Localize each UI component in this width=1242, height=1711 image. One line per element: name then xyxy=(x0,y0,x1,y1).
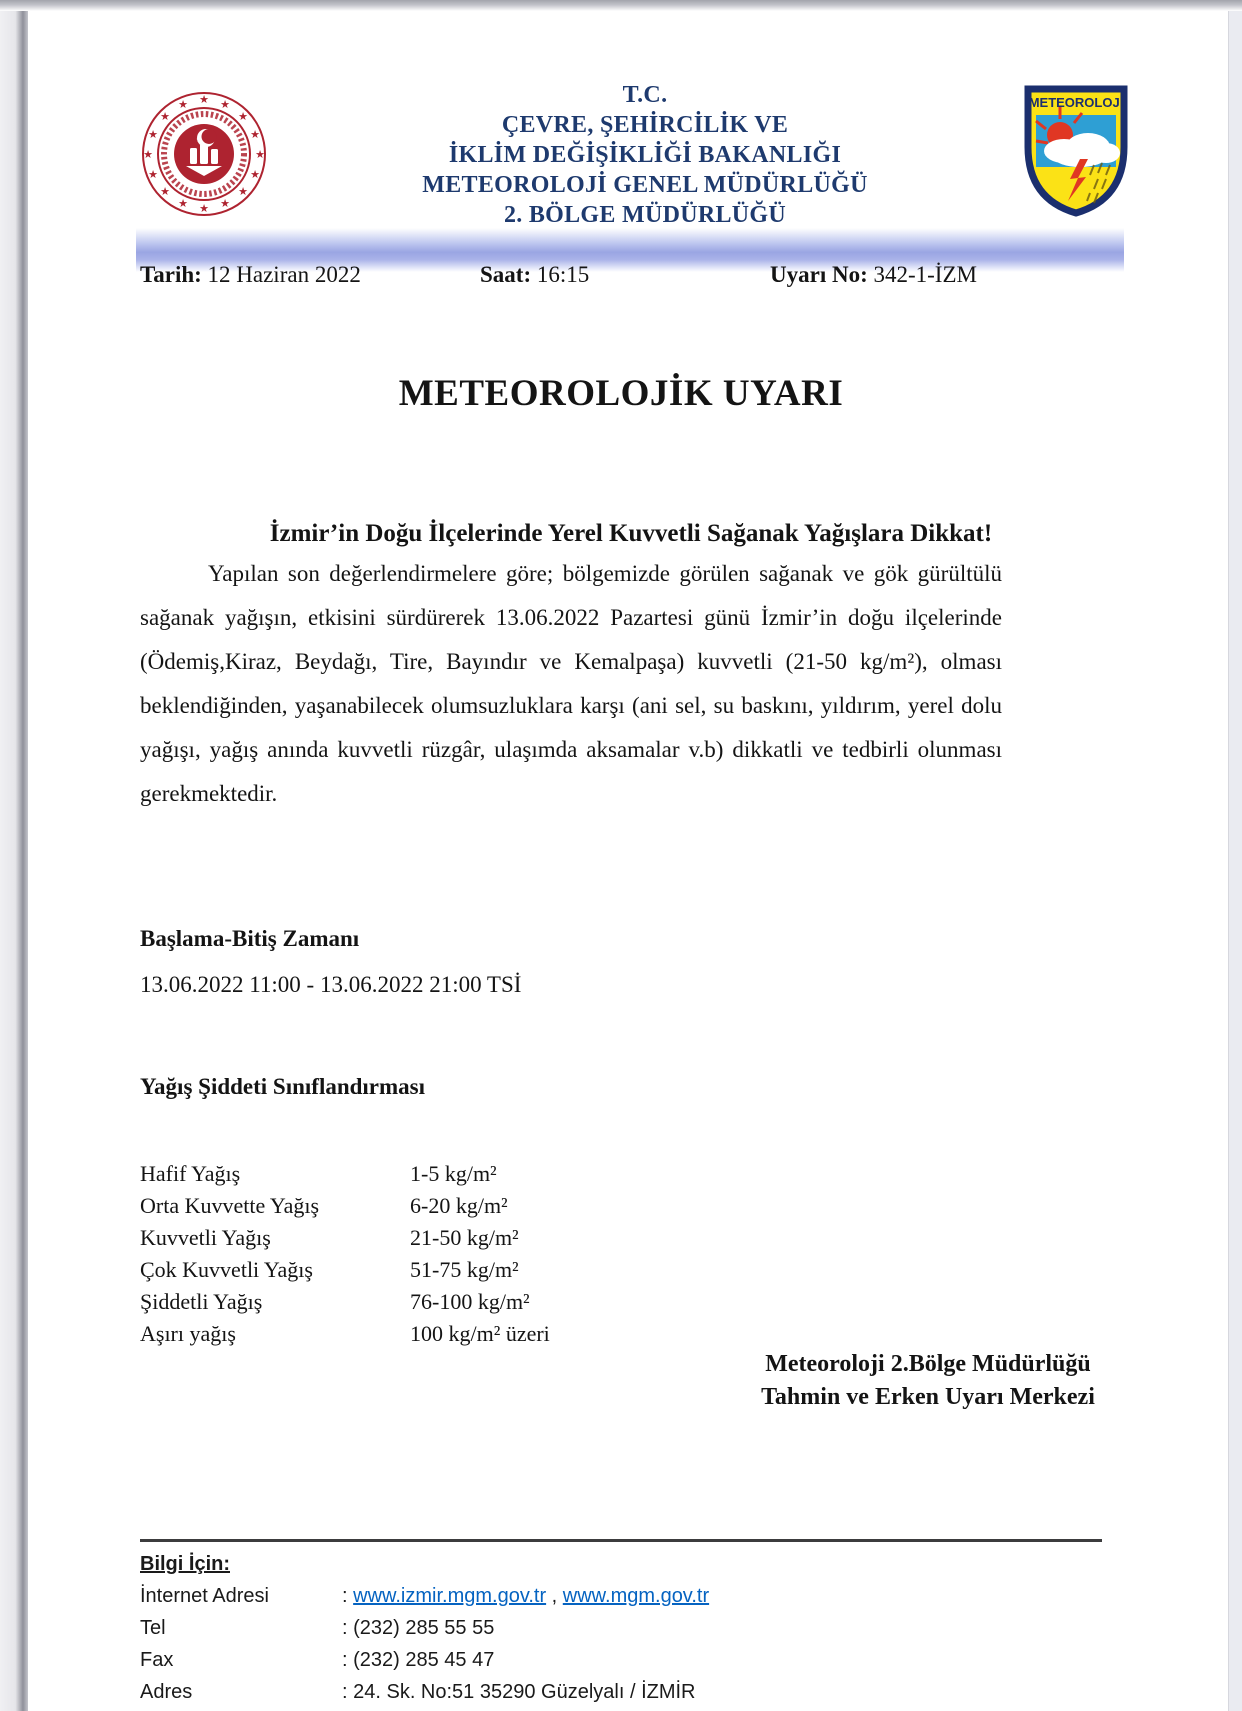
classification-row xyxy=(140,1222,1000,1254)
fax-value: : (232) 285 45 47 xyxy=(342,1649,495,1671)
footer-heading: Bilgi İçin: xyxy=(140,1553,230,1575)
footer-row-fax xyxy=(140,1644,1120,1676)
letterhead xyxy=(140,80,1130,228)
warning-headline: İzmir’in Doğu İlçelerinde Yerel Kuvvetli Sağanak Yağışlara Dikkat! xyxy=(269,520,993,547)
classification-label: Çok Kuvvetli Yağış xyxy=(140,1257,313,1282)
scan-edge-right xyxy=(1228,0,1242,1711)
classification-table xyxy=(140,1158,1000,1350)
svg-text:★: ★ xyxy=(238,110,248,123)
meteoroloji-shield-icon xyxy=(1022,85,1130,217)
signature-block xyxy=(748,1348,1108,1414)
classification-value: 51-75 kg/m² xyxy=(410,1257,519,1282)
tel-label: Tel xyxy=(140,1617,166,1639)
footer-row-tel xyxy=(140,1612,1120,1644)
classification-label: Hafif Yağış xyxy=(140,1161,241,1186)
link-izmir-mgm[interactable]: www.izmir.mgm.gov.tr xyxy=(353,1585,547,1607)
svg-text:★: ★ xyxy=(199,202,209,215)
date-value: 12 Haziran 2022 xyxy=(207,262,361,287)
letterhead-title xyxy=(300,80,990,230)
svg-text:★: ★ xyxy=(196,136,203,144)
link-mgm[interactable]: www.mgm.gov.tr xyxy=(562,1585,710,1607)
period-section xyxy=(140,926,1000,998)
classification-row xyxy=(140,1190,1000,1222)
svg-text:★: ★ xyxy=(250,168,260,181)
classification-row xyxy=(140,1318,1000,1350)
meta-row xyxy=(140,262,1130,288)
classification-row xyxy=(140,1254,1000,1286)
period-heading: Başlama-Bitiş Zamanı xyxy=(140,926,360,951)
classification-label: Aşırı yağış xyxy=(140,1321,236,1346)
svg-text:★: ★ xyxy=(148,128,158,141)
letterhead-line-2: İKLİM DEĞİŞİKLİĞİ BAKANLIĞI xyxy=(448,142,842,168)
signature-line-2: Tahmin ve Erken Uyarı Merkezi xyxy=(761,1384,1095,1410)
svg-text:★: ★ xyxy=(199,93,209,106)
classification-value: 21-50 kg/m² xyxy=(410,1225,519,1250)
classification-value: 1-5 kg/m² xyxy=(410,1161,497,1186)
classification-label: Orta Kuvvette Yağış xyxy=(140,1193,320,1218)
letterhead-line-4: 2. BÖLGE MÜDÜRLÜĞÜ xyxy=(503,202,787,228)
adres-label: Adres xyxy=(140,1681,193,1703)
time-label: Saat: xyxy=(480,262,532,287)
svg-text:★: ★ xyxy=(160,185,170,198)
ministry-seal-icon xyxy=(140,90,268,218)
warning-no-label: Uyarı No: xyxy=(770,262,868,287)
contact-footer xyxy=(140,1548,1120,1708)
classification-heading: Yağış Şiddeti Sınıflandırması xyxy=(140,1074,426,1099)
letterhead-line-tc: T.C. xyxy=(622,82,668,108)
svg-text:★: ★ xyxy=(238,185,248,198)
classification-label: Kuvvetli Yağış xyxy=(140,1225,271,1250)
classification-row xyxy=(140,1286,1000,1318)
internet-label: İnternet Adresi xyxy=(140,1585,269,1607)
letterhead-line-3: METEOROLOJİ GENEL MÜDÜRLÜĞÜ xyxy=(422,172,868,198)
classification-value: 100 kg/m² üzeri xyxy=(410,1321,550,1346)
fax-label: Fax xyxy=(140,1649,174,1671)
period-value: 13.06.2022 11:00 - 13.06.2022 21:00 TSİ xyxy=(140,972,522,997)
warning-no-value: 342-1-İZM xyxy=(873,262,977,287)
svg-text:★: ★ xyxy=(220,197,230,210)
scan-edge-left xyxy=(0,0,28,1711)
document-title: METEOROLOJİK UYARI xyxy=(398,373,844,414)
classification-label: Şiddetli Yağış xyxy=(140,1289,263,1314)
scan-edge-top xyxy=(0,0,1242,11)
svg-text:★: ★ xyxy=(220,98,230,111)
link-separator: , xyxy=(546,1585,563,1607)
time-value: 16:15 xyxy=(536,262,590,287)
classification-row xyxy=(140,1158,1000,1190)
svg-text:★: ★ xyxy=(160,110,170,123)
svg-text:★: ★ xyxy=(143,148,153,161)
svg-text:★: ★ xyxy=(250,128,260,141)
footer-divider xyxy=(140,1539,1102,1542)
internet-value xyxy=(342,1580,1120,1612)
warning-body-paragraph: Yapılan son değerlendirmelere göre; bölgemizde görülen sağanak ve gök gürültülü sağanak yağışın, etkisini sürdürerek 13.06.2022 Pazartesi günü İzmir’in doğu ilçelerinde (Ödemiş,Kiraz, Beydağı, Tire, Bayındır ve Kemalpaşa) kuvvetli (21-50 kg/m²), olması beklendiğinden, yaşanabilecek olumsuzluklara karşı (ani sel, su baskını, yıldırım, yerel dolu yağışı, yağış anında kuvvetli rüzgâr, ulaşımda aksamalar v.b) dikkatli ve tedbirli olunması gerekmektedir. xyxy=(140,561,1002,806)
date-label: Tarih: xyxy=(140,262,202,287)
footer-row-adres xyxy=(140,1676,1120,1708)
date-field xyxy=(140,262,480,288)
classification-value: 6-20 kg/m² xyxy=(410,1193,508,1218)
svg-text:★: ★ xyxy=(148,168,158,181)
signature-line-1: Meteoroloji 2.Bölge Müdürlüğü xyxy=(765,1351,1091,1377)
svg-text:★: ★ xyxy=(255,148,265,161)
classification-section xyxy=(140,1074,1000,1350)
time-field xyxy=(480,262,770,288)
warning-no-field xyxy=(770,262,1130,288)
letterhead-line-1: ÇEVRE, ŞEHİRCİLİK VE xyxy=(501,112,789,138)
svg-text:★: ★ xyxy=(178,197,188,210)
tel-value: : (232) 285 55 55 xyxy=(342,1617,495,1639)
footer-row-internet xyxy=(140,1580,1120,1612)
svg-text:★: ★ xyxy=(178,98,188,111)
shield-label: METEOROLOJİ xyxy=(1028,95,1124,110)
adres-value: : 24. Sk. No:51 35290 Güzelyalı / İZMİR xyxy=(342,1681,696,1703)
classification-value: 76-100 kg/m² xyxy=(410,1289,530,1314)
colon-separator: : xyxy=(342,1585,354,1607)
